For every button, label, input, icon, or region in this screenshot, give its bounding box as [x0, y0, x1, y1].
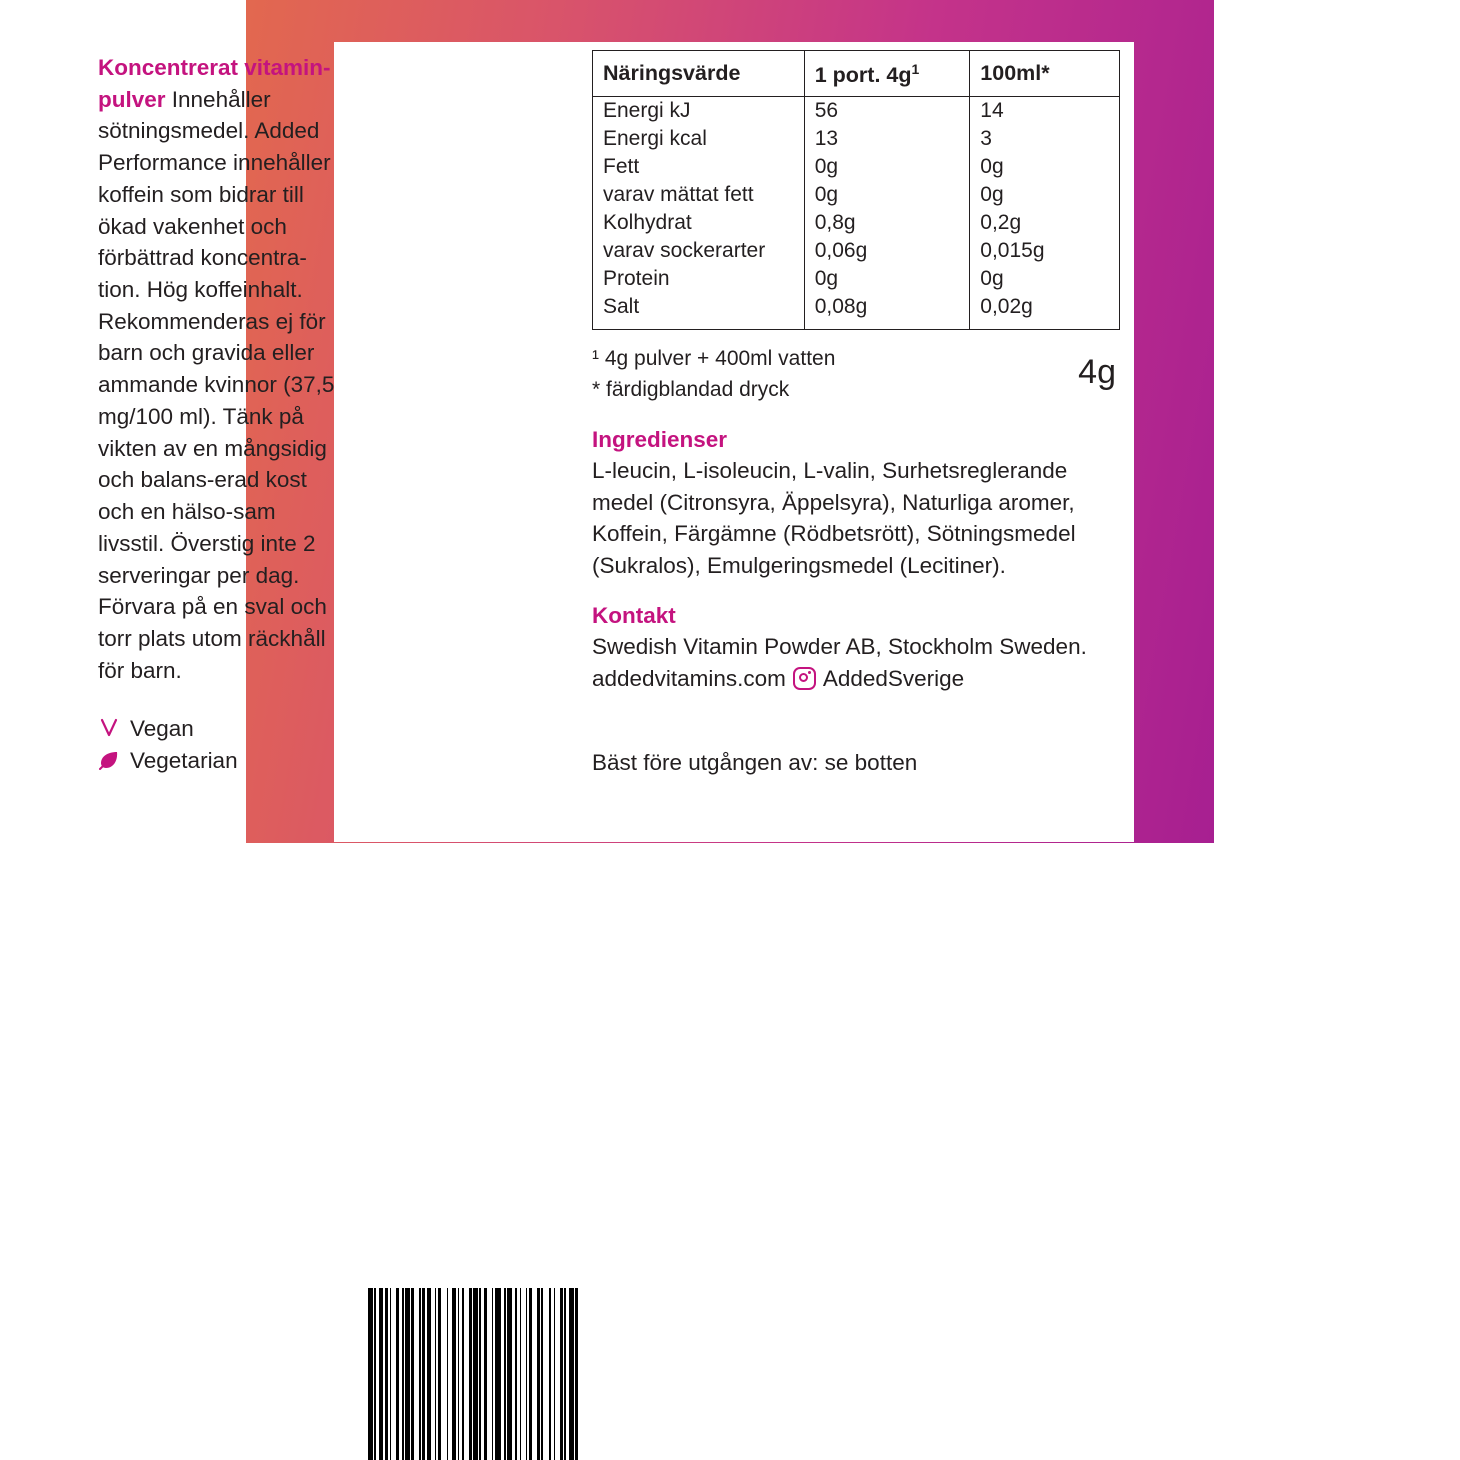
barcode: [368, 1288, 728, 1460]
table-row: [593, 237, 1120, 265]
ingredients-text: L-leucin, L-isoleucin, L-valin, Surhetsreglerande medel (Citronsyra, Äppelsyra), Naturliga aromer, Koffein, Färgämne (Rödbetsrött), Sötningsmedel (Sukralos), Emulgeringsmedel (Lecitiner).: [592, 458, 1076, 578]
cell-portion: 0g: [804, 265, 970, 293]
diet-badge-vegetarian: [98, 744, 346, 776]
col-header-portion-text: 1 port. 4g: [814, 63, 912, 88]
table-row: [593, 181, 1120, 209]
serving-size-value: 4g: [1078, 353, 1116, 392]
warning-heading: Koncentrerat vitamin-pulver: [98, 55, 331, 112]
table-header-row: [593, 51, 1120, 97]
diet-label-vegetarian: Vegetarian: [130, 747, 238, 773]
cell-nutrient: Salt: [603, 295, 640, 319]
cell-per100: 0g: [970, 181, 1120, 209]
leaf-icon: [98, 747, 120, 773]
table-row: [593, 125, 1120, 153]
cell-portion: 0,8g: [804, 209, 970, 237]
cell-per100: 0g: [970, 265, 1120, 293]
col-header-portion: [804, 51, 970, 97]
description-text: Innehåller sötningsmedel. Added Performance innehåller koffein som bidrar till ökad vakenhet och förbättrad koncentra-tion. Hög koffeinhalt. Rekommenderas ej för barn och gravida eller ammande kvinnor (37,5 mg/100 ml). Tänk på vikten av en mångsidig och balans-erad kost och en hälso-sam livsstil. Överstig inte 2 serveringar per dag. Förvara på en sval och torr plats utom räckhåll för barn.: [98, 86, 335, 683]
footnote-one: ¹ 4g pulver + 400ml vatten: [592, 347, 836, 371]
table-row: [593, 97, 1120, 126]
table-row: [593, 293, 1120, 330]
cell-per100: 0,2g: [970, 209, 1120, 237]
cell-portion: 0,08g: [804, 293, 970, 330]
cell-portion: 0g: [804, 181, 970, 209]
cell-nutrient: Energi kcal: [603, 127, 707, 151]
contact-website[interactable]: addedvitamins.com: [592, 665, 786, 691]
cell-per100: 0,02g: [970, 293, 1120, 330]
table-row: [593, 265, 1120, 293]
diet-badge-vegan: [98, 712, 346, 744]
nutrition-table-body: [593, 97, 1120, 330]
nutrition-table: [592, 50, 1120, 330]
ingredients-heading: Ingredienser: [592, 427, 728, 453]
contact-address: Swedish Vitamin Powder AB, Stockholm Sweden.: [592, 634, 1087, 660]
product-description: [98, 52, 346, 686]
table-row: [593, 209, 1120, 237]
col-header-portion-sup: 1: [911, 61, 920, 77]
cell-nutrient: Kolhydrat: [603, 211, 692, 235]
cell-per100: 3: [970, 125, 1120, 153]
cell-portion: 0g: [804, 153, 970, 181]
barcode-bar: [578, 1288, 580, 1460]
contact-heading: Kontakt: [592, 603, 676, 629]
footnote-two: * färdigblandad dryck: [592, 377, 790, 401]
cell-portion: 56: [804, 97, 970, 126]
cell-per100: 0,015g: [970, 237, 1120, 265]
cell-nutrient: Protein: [603, 267, 670, 291]
col-header-per100: 100ml*: [970, 51, 1120, 97]
cell-nutrient: Energi kJ: [603, 99, 691, 123]
table-row: [593, 153, 1120, 181]
cell-per100: 14: [970, 97, 1120, 126]
cell-portion: 13: [804, 125, 970, 153]
diet-label-vegan: Vegan: [130, 715, 194, 741]
right-content-column: [592, 50, 1120, 776]
diet-badge-list: [98, 712, 346, 776]
cell-nutrient: Fett: [603, 155, 640, 179]
contact-social-row: [592, 663, 1120, 695]
cell-portion: 0,06g: [804, 237, 970, 265]
cell-nutrient: varav sockerarter: [603, 239, 766, 263]
col-header-nutrient: Näringsvärde: [593, 51, 805, 97]
instagram-icon[interactable]: [793, 667, 816, 690]
best-before-text: Bäst före utgången av: se botten: [592, 750, 918, 776]
left-text-column: [98, 52, 346, 776]
vegan-icon: [98, 715, 120, 741]
cell-per100: 0g: [970, 153, 1120, 181]
cell-nutrient: varav mättat fett: [603, 183, 754, 207]
contact-social-handle: AddedSverige: [822, 665, 965, 691]
footnotes: [592, 344, 1120, 405]
